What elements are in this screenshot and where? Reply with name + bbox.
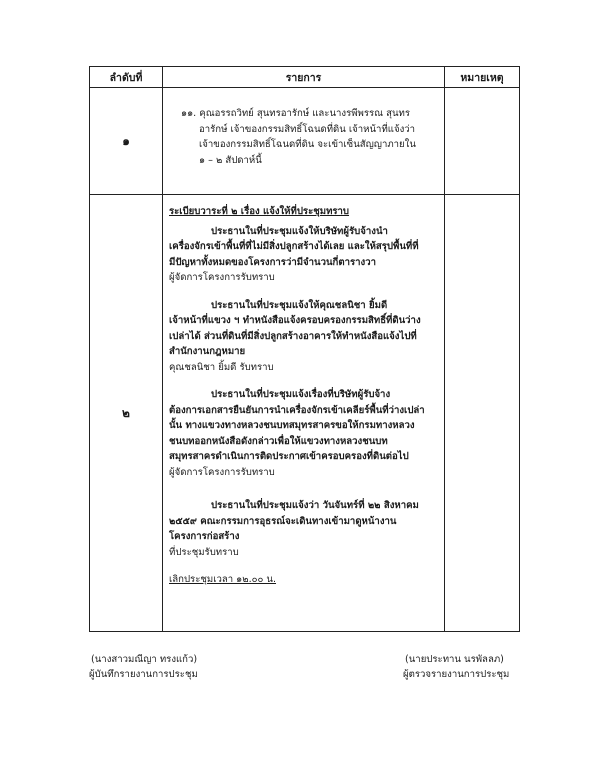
header-number: ลำดับที่ [90, 67, 163, 88]
table-row [90, 195, 520, 632]
text-line: อารักษ์ เจ้าของกรรมสิทธิ์โฉนดที่ดิน เจ้าหน้าที่แจ้งว่า [199, 123, 416, 135]
row-number: ๑ [90, 88, 163, 195]
text-line: ๑ – ๒ สัปดาห์นี้ [199, 154, 262, 166]
text-line: นั้น ทางแขวงทางหลวงชนบทสมุทรสาครขอให้กรมทางหลวง [169, 420, 415, 431]
acknowledgement: ผู้จัดการโครงการรับทราบ [169, 272, 275, 283]
row-content [163, 88, 445, 195]
paragraph [169, 298, 438, 376]
closing-time: เลิกประชุมเวลา ๑๒.๐๐ น. [169, 574, 277, 585]
reviewer-name: (นายประทาน นรพัลลภ) [405, 654, 504, 665]
recorder-name: (นางสาวมณีญา ทรงแก้ว) [91, 654, 198, 665]
reviewer-role: ผู้ตรวจรายงานการประชุม [403, 669, 510, 680]
text-line: สมุทรสาครดำเนินการติดประกาศเข้าครอบครองที่ดินต่อไป [169, 451, 409, 462]
text-line: เปล่าได้ ส่วนที่ดินที่มีสิ่งปลูกสร้างอาคารให้ทำหนังสือแจ้งไปที่ [169, 330, 417, 342]
table-row [90, 88, 520, 195]
signature-reviewer [403, 652, 509, 682]
text-line: ประธานในที่ประชุมแจ้งว่า วันจันทร์ที่ ๒๒ สิงหาคม [211, 500, 419, 511]
text-line: เจ้าของกรรมสิทธิ์โฉนดที่ดิน จะเข้าเซ็นสัญญาภายใน [199, 139, 416, 150]
text-line: ๒๕๕๙ คณะกรรมการอุธรณ์จะเดินทางเข้ามาดูหน้างาน [169, 515, 397, 527]
header-items: รายการ [163, 67, 445, 88]
row-content [163, 195, 445, 632]
header-remark: หมายเหตุ [445, 67, 520, 88]
minutes-table [89, 66, 520, 632]
agenda-heading: ระเบียบวาระที่ ๒ เรื่อง แจ้งให้ที่ประชุมทราบ [169, 206, 350, 217]
paragraph [169, 224, 438, 286]
text-line: โครงการก่อสร้าง [169, 531, 240, 542]
paragraph [169, 498, 438, 560]
text-line: ชนบทออกหนังสือดังกล่าวเพื่อให้แขวงทางหลวงชนบท [169, 435, 388, 447]
acknowledgement: ที่ประชุมรับทราบ [169, 546, 239, 558]
row-number: ๒ [90, 195, 163, 632]
paragraph [169, 387, 438, 480]
row-remark [445, 195, 520, 632]
text-line: ประธานในที่ประชุมแจ้งเรื่องที่บริษัทผู้รับจ้าง [211, 389, 391, 400]
text-line: สำนักงานกฎหมาย [169, 346, 246, 357]
text-line: มีปัญหาทั้งหมดของโครงการว่ามีจำนวนกี่ตารางวา [169, 256, 376, 268]
text-line: เครื่องจักรเข้าพื้นที่ที่ไม่มีสิ่งปลูกสร้างได้เลย และให้สรุปพื้นที่ที่ [169, 241, 419, 252]
acknowledgement: คุณชลนิชา ยิ้มดี รับทราบ [169, 361, 274, 373]
signature-recorder [89, 652, 198, 682]
text-line: ประธานในที่ประชุมแจ้งให้บริษัทผู้รับจ้างนำ [211, 225, 388, 237]
text-line: ต้องการเอกสารยืนยันการนำเครื่องจักรเข้าเคลียร์พื้นที่ว่างเปล่า [169, 404, 425, 416]
acknowledgement: ผู้จัดการโครงการรับทราบ [169, 466, 275, 478]
text-line: เจ้าหน้าที่แขวง ฯ ทำหนังสือแจ้งครอบครองกรรมสิทธิ์ที่ดินว่าง [169, 315, 421, 326]
recorder-role: ผู้บันทึกรายงานการประชุม [89, 669, 198, 680]
row-remark [445, 88, 520, 195]
text-line: ประธานในที่ประชุมแจ้งให้คุณชลนิชา ยิ้มดี [211, 299, 388, 311]
text-line: ๑๑. คุณอรรถวิทย์ สุนทรอารักษ์ และนางรพีพรรณ สุนทร [181, 108, 411, 119]
